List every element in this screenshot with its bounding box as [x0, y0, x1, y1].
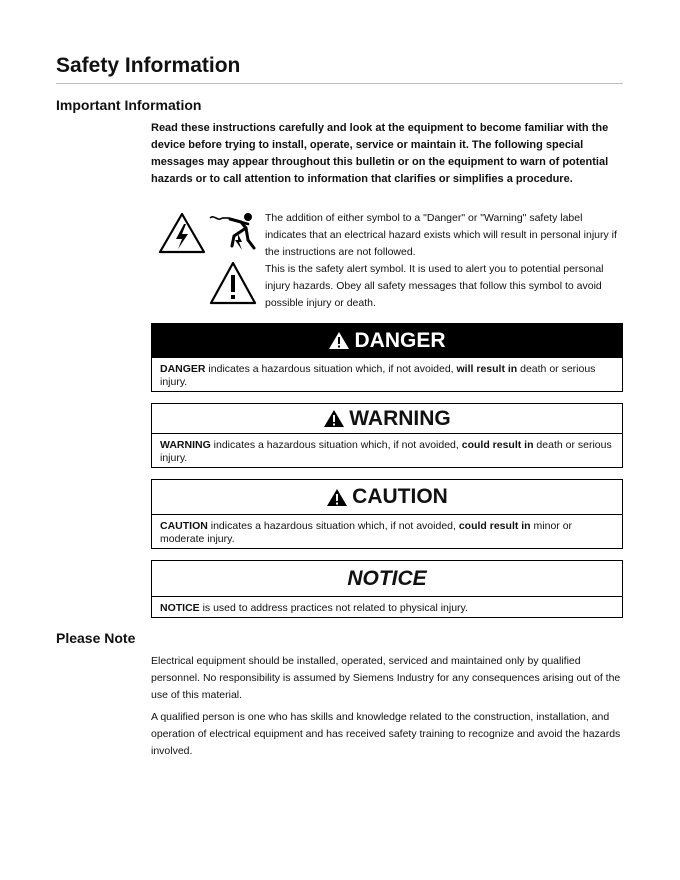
notice-text: is used to address practices not related to physical injury.: [199, 602, 468, 614]
warning-text: indicates a hazardous situation which, if not avoided,: [210, 439, 462, 451]
danger-text: indicates a hazardous situation which, if not avoided,: [205, 363, 457, 375]
warning-description: [152, 434, 622, 465]
caution-box: [151, 479, 623, 549]
notice-header: [152, 561, 622, 597]
please-note-heading: Please Note: [56, 630, 136, 646]
intro-paragraph: Read these instructions carefully and look at the equipment to become familiar with the device before trying to install, operate, service or maintain it. The following special messages may appear throughout this bulletin or on the equipment to warn of potential hazards or to call attention to information that clarifies or simplifies a procedure.: [151, 122, 609, 185]
danger-emphasis: will result in: [456, 363, 518, 375]
electric-shock-person-icon: [208, 212, 258, 254]
notice-description: [152, 597, 622, 615]
warning-label: WARNING: [349, 406, 451, 430]
caution-header: [152, 480, 622, 515]
danger-description: [152, 358, 622, 389]
please-note-paragraph-2: A qualified person is one who has skills and knowledge related to the construction, installation, and operation of electrical equipment and has received safety training to recognize and avoid the hazards involved.: [151, 711, 621, 757]
warning-term: WARNING: [160, 439, 211, 451]
danger-term: DANGER: [160, 363, 206, 375]
warning-box: [151, 403, 623, 468]
caution-term: CAUTION: [160, 520, 208, 532]
title-divider: [56, 83, 623, 84]
warning-alert-icon: [323, 409, 345, 428]
caution-text-tail: minor or moderate injury.: [160, 520, 573, 545]
safety-alert-icon: [209, 261, 257, 305]
warning-text-tail: death or serious injury.: [160, 439, 612, 464]
important-info-heading: Important Information: [56, 97, 202, 113]
danger-label: DANGER: [354, 328, 446, 352]
caution-text: indicates a hazardous situation which, if not avoided,: [207, 520, 459, 532]
notice-box: [151, 560, 623, 618]
danger-alert-icon: [328, 331, 350, 350]
caution-description: [152, 515, 622, 546]
caution-alert-icon: [326, 488, 348, 507]
notice-term: NOTICE: [160, 602, 200, 614]
page-title: Safety Information: [56, 54, 241, 77]
danger-box: [151, 323, 623, 392]
caution-label: CAUTION: [352, 485, 448, 508]
electrical-hazard-triangle-icon: [158, 212, 206, 254]
caution-emphasis: could result in: [458, 520, 531, 532]
danger-header: [152, 324, 622, 358]
notice-label: NOTICE: [347, 566, 427, 590]
electrical-symbol-description: The addition of either symbol to a "Danger" or "Warning" safety label indicates that an electrical hazard exists which will result in personal injury if the instructions are not followed.: [265, 212, 617, 258]
warning-header: [152, 404, 622, 434]
please-note-paragraph-1: Electrical equipment should be installed, operated, serviced and maintained only by qualified personnel. No responsibility is assumed by Siemens Industry for any consequences arising out of the use of this material.: [151, 655, 621, 701]
warning-emphasis: could result in: [461, 439, 534, 451]
alert-symbol-description: This is the safety alert symbol. It is used to alert you to potential personal injury hazards. Obey all safety messages that follow this symbol to avoid possible injury or death.: [265, 263, 604, 309]
danger-text-tail: death or serious injury.: [160, 363, 596, 388]
